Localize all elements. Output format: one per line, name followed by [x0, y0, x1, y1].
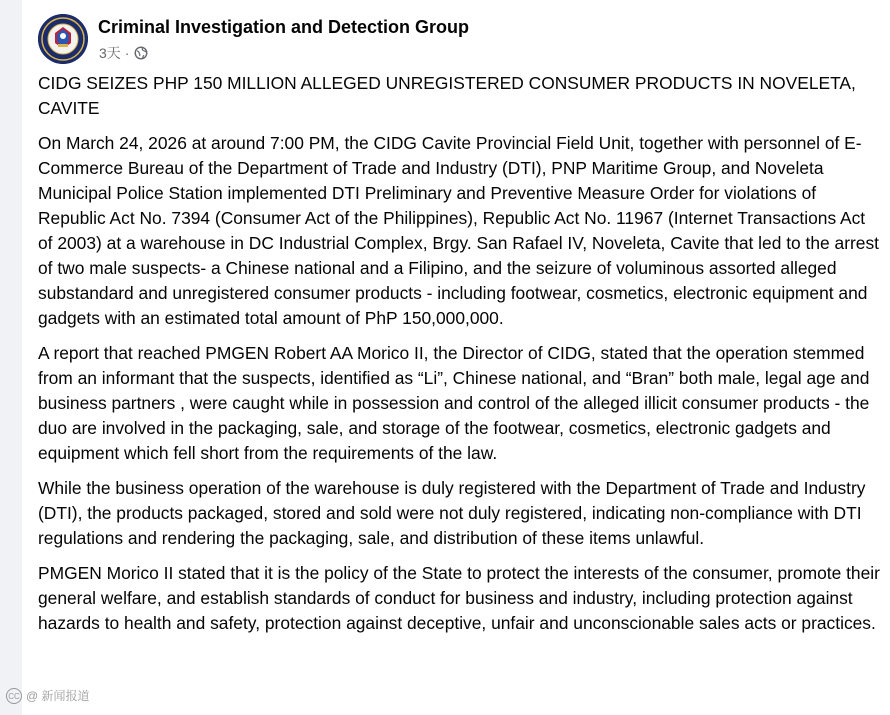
meta-separator: · [124, 45, 130, 61]
watermark-logo-icon: CC [6, 688, 22, 704]
post-paragraph: While the business operation of the warehouse is duly registered with the Department of Trade and Industry (DTI), the products packaged, stored and sold were not duly registered, indicating non-compliance with DTI regulations and rendering the packaging, sale, and distribution of these items unlawful. [38, 478, 866, 548]
post-paragraph: A report that reached PMGEN Robert AA Morico II, the Director of CIDG, stated that the operation stemmed from an informant that the suspects, identified as “Li”, Chinese national, and “Bran” both male, legal age and business partners , were caught while in possession and control of the alleged illicit consumer products - the duo are involved in the packaging, sale, and storage of the footwear, cosmetics, electronic gadgets and equipment which fell short from the requirements of the law. [38, 343, 870, 463]
post-title: CIDG SEIZES PHP 150 MILLION ALLEGED UNREGISTERED CONSUMER PRODUCTS IN NOVELETA, CAVITE [38, 73, 856, 118]
page-avatar[interactable] [38, 14, 88, 64]
page-name-link[interactable]: Criminal Investigation and Detection Group [98, 17, 470, 37]
watermark-text: @ 新闻报道 [26, 689, 90, 703]
post-body [38, 71, 884, 646]
facebook-post [22, 0, 890, 715]
post-paragraph: PMGEN Morico II stated that it is the policy of the State to protect the interests of the consumer, promote their general welfare, and establish standards of conduct for business and industry, including protection against hazards to health and safety, protection against deceptive, unfair and unconscionable sales acts or practices. [38, 563, 880, 633]
post-paragraph: On March 24, 2026 at around 7:00 PM, the CIDG Cavite Provincial Field Unit, together with personnel of E-Commerce Bureau of the Department of Trade and Industry (DTI), PNP Maritime Group, and Noveleta Municipal Police Station implemented DTI Preliminary and Preventive Measure Order for violations of Republic Act No. 7394 (Consumer Act of the Philippines), Republic Act No. 11967 (Internet Transactions Act of 2003) at a warehouse in DC Industrial Complex, Brgy. San Rafael IV, Noveleta, Cavite that led to the arrest of two male suspects- a Chinese national and a Filipino, and the seizure of voluminous assorted alleged substandard and unregistered consumer products - including footwear, cosmetics, electronic equipment and gadgets with an estimated total amount of PhP 150,000,000. [38, 133, 879, 328]
globe-icon[interactable] [134, 46, 148, 60]
cidg-seal-icon [38, 14, 88, 64]
left-background-strip [0, 0, 22, 715]
post-meta [99, 43, 148, 63]
post-timestamp[interactable]: 3天 [99, 45, 121, 61]
watermark [6, 687, 90, 704]
